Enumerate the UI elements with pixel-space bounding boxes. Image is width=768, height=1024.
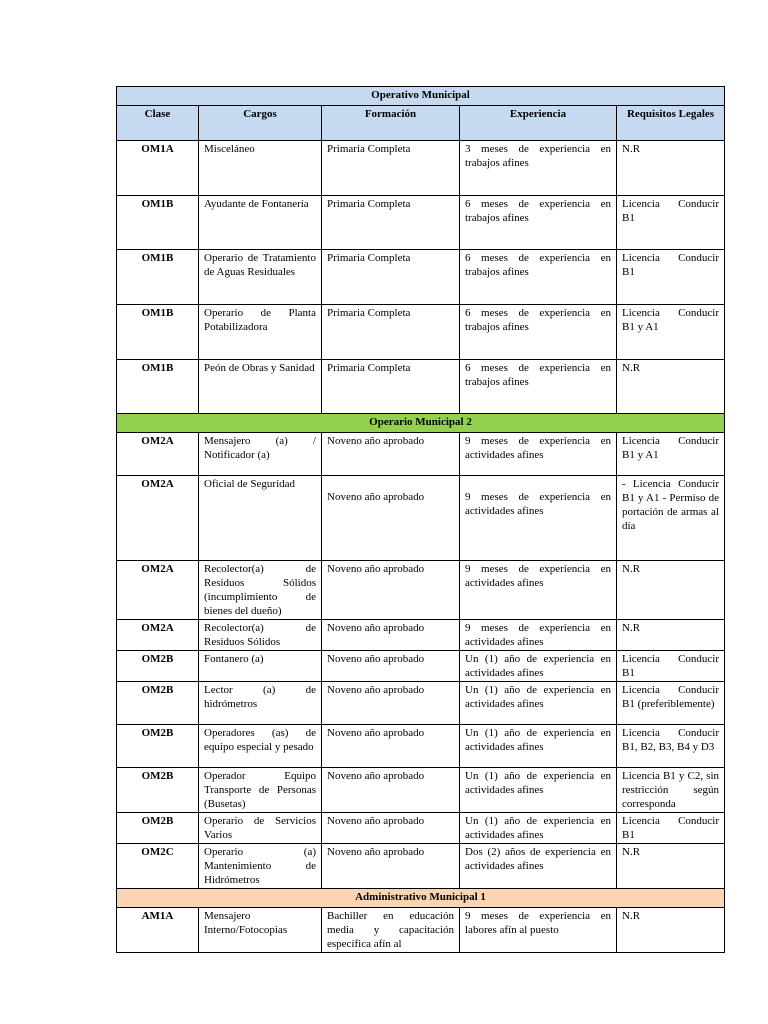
formacion-cell: Noveno año aprobado	[322, 725, 460, 768]
cargo-cell: Operario de Tratamiento de Aguas Residuales	[199, 250, 322, 305]
table-row	[117, 844, 725, 889]
section-row-operativo	[117, 87, 725, 106]
cargo-cell: Peón de Obras y Sanidad	[199, 360, 322, 414]
clase-cell: OM2B	[117, 768, 199, 813]
formacion-cell: Noveno año aprobado	[322, 433, 460, 476]
experiencia-cell: Un (1) año de experiencia en actividades afines	[460, 725, 617, 768]
clase-cell: OM1B	[117, 196, 199, 250]
requisitos-cell: Licencia Conducir B1 y A1	[617, 433, 725, 476]
experiencia-cell: 9 meses de experiencia en labores afín al puesto	[460, 908, 617, 953]
cargo-cell: Recolector(a) de Residuos Sólidos	[199, 620, 322, 651]
table-row	[117, 908, 725, 953]
cargo-cell: Recolector(a) de Residuos Sólidos (incumplimiento de bienes del dueño)	[199, 561, 322, 620]
experiencia-cell: 6 meses de experiencia en trabajos afines	[460, 305, 617, 360]
requisitos-cell: - Licencia Conducir B1 y A1 - Permiso de portación de armas al día	[617, 476, 725, 561]
requisitos-cell: Licencia Conducir B1	[617, 250, 725, 305]
requisitos-cell: Licencia Conducir B1, B2, B3, B4 y D3	[617, 725, 725, 768]
clase-cell: OM1B	[117, 305, 199, 360]
clase-cell: OM2B	[117, 813, 199, 844]
formacion-cell: Noveno año aprobado	[322, 844, 460, 889]
table-row	[117, 141, 725, 196]
requisitos-cell: N.R	[617, 360, 725, 414]
requisitos-cell: N.R	[617, 620, 725, 651]
cargo-cell: Oficial de Seguridad	[199, 476, 322, 561]
formacion-cell: Noveno año aprobado	[322, 561, 460, 620]
cargo-cell: Ayudante de Fontanería	[199, 196, 322, 250]
cargo-cell: Operario (a) Mantenimiento de Hidrómetros	[199, 844, 322, 889]
formacion-cell: Noveno año aprobado	[322, 476, 460, 561]
formacion-cell: Primaria Completa	[322, 141, 460, 196]
requisitos-cell: Licencia Conducir B1 (preferiblemente)	[617, 682, 725, 725]
requisitos-cell: N.R	[617, 908, 725, 953]
clase-cell: OM1A	[117, 141, 199, 196]
cargo-cell: Misceláneo	[199, 141, 322, 196]
cargo-cell: Operario de Servicios Varios	[199, 813, 322, 844]
formacion-cell: Noveno año aprobado	[322, 620, 460, 651]
experiencia-cell: 6 meses de experiencia en trabajos afines	[460, 360, 617, 414]
formacion-cell: Primaria Completa	[322, 360, 460, 414]
formacion-cell: Primaria Completa	[322, 196, 460, 250]
cargo-cell: Operador Equipo Transporte de Personas (Busetas)	[199, 768, 322, 813]
experiencia-cell: Dos (2) años de experiencia en actividades afines	[460, 844, 617, 889]
clase-cell: OM2A	[117, 620, 199, 651]
header-formacion: Formación	[322, 106, 460, 141]
table-row	[117, 725, 725, 768]
table-row	[117, 360, 725, 414]
table-row	[117, 682, 725, 725]
experiencia-cell: 3 meses de experiencia en trabajos afines	[460, 141, 617, 196]
cargo-cell: Mensajero (a) / Notificador (a)	[199, 433, 322, 476]
cargo-cell: Fontanero (a)	[199, 651, 322, 682]
clase-cell: OM1B	[117, 250, 199, 305]
clase-cell: OM2A	[117, 433, 199, 476]
job-requirements-table	[116, 86, 725, 953]
clase-cell: OM2B	[117, 682, 199, 725]
requisitos-cell: N.R	[617, 141, 725, 196]
experiencia-cell: 9 meses de experiencia en actividades afines	[460, 433, 617, 476]
formacion-cell: Bachiller en educación media y capacitación específica afín al	[322, 908, 460, 953]
header-clase: Clase	[117, 106, 199, 141]
section-row-om2	[117, 414, 725, 433]
formacion-cell: Noveno año aprobado	[322, 682, 460, 725]
cargo-cell: Mensajero Interno/Fotocopias	[199, 908, 322, 953]
header-experiencia: Experiencia	[460, 106, 617, 141]
clase-cell: AM1A	[117, 908, 199, 953]
experiencia-cell: 6 meses de experiencia en trabajos afines	[460, 250, 617, 305]
table-row	[117, 305, 725, 360]
table-row	[117, 476, 725, 561]
requisitos-cell: Licencia Conducir B1	[617, 813, 725, 844]
table-row	[117, 768, 725, 813]
experiencia-cell: Un (1) año de experiencia en actividades afines	[460, 768, 617, 813]
experiencia-cell: Un (1) año de experiencia en actividades afines	[460, 682, 617, 725]
experiencia-cell: 9 meses de experiencia en actividades afines	[460, 561, 617, 620]
table-row	[117, 561, 725, 620]
formacion-cell: Primaria Completa	[322, 305, 460, 360]
experiencia-cell: 6 meses de experiencia en trabajos afines	[460, 196, 617, 250]
requisitos-cell: N.R	[617, 844, 725, 889]
cargo-cell: Operario de Planta Potabilizadora	[199, 305, 322, 360]
header-cargos: Cargos	[199, 106, 322, 141]
table-row	[117, 250, 725, 305]
header-requisitos: Requisitos Legales	[617, 106, 725, 141]
requisitos-cell: Licencia B1 y C2, sin restricción según corresponda	[617, 768, 725, 813]
table-row	[117, 433, 725, 476]
section-title: Operativo Municipal	[117, 87, 725, 106]
clase-cell: OM1B	[117, 360, 199, 414]
table-row	[117, 196, 725, 250]
requisitos-cell: Licencia Conducir B1 y A1	[617, 305, 725, 360]
clase-cell: OM2B	[117, 725, 199, 768]
requisitos-cell: Licencia Conducir B1	[617, 196, 725, 250]
clase-cell: OM2A	[117, 476, 199, 561]
header-row	[117, 106, 725, 141]
requisitos-cell: Licencia Conducir B1	[617, 651, 725, 682]
section-row-am1	[117, 889, 725, 908]
table-row	[117, 620, 725, 651]
table-row	[117, 651, 725, 682]
formacion-cell: Primaria Completa	[322, 250, 460, 305]
table-row	[117, 813, 725, 844]
clase-cell: OM2C	[117, 844, 199, 889]
clase-cell: OM2A	[117, 561, 199, 620]
cargo-cell: Lector (a) de hidrómetros	[199, 682, 322, 725]
section-title: Operario Municipal 2	[117, 414, 725, 433]
experiencia-cell: 9 meses de experiencia en actividades afines	[460, 476, 617, 561]
requisitos-cell: N.R	[617, 561, 725, 620]
experiencia-cell: Un (1) año de experiencia en actividades afines	[460, 651, 617, 682]
formacion-cell: Noveno año aprobado	[322, 813, 460, 844]
experiencia-cell: 9 meses de experiencia en actividades afines	[460, 620, 617, 651]
experiencia-cell: Un (1) año de experiencia en actividades afines	[460, 813, 617, 844]
formacion-cell: Noveno año aprobado	[322, 651, 460, 682]
cargo-cell: Operadores (as) de equipo especial y pesado	[199, 725, 322, 768]
formacion-cell: Noveno año aprobado	[322, 768, 460, 813]
section-title: Administrativo Municipal 1	[117, 889, 725, 908]
clase-cell: OM2B	[117, 651, 199, 682]
